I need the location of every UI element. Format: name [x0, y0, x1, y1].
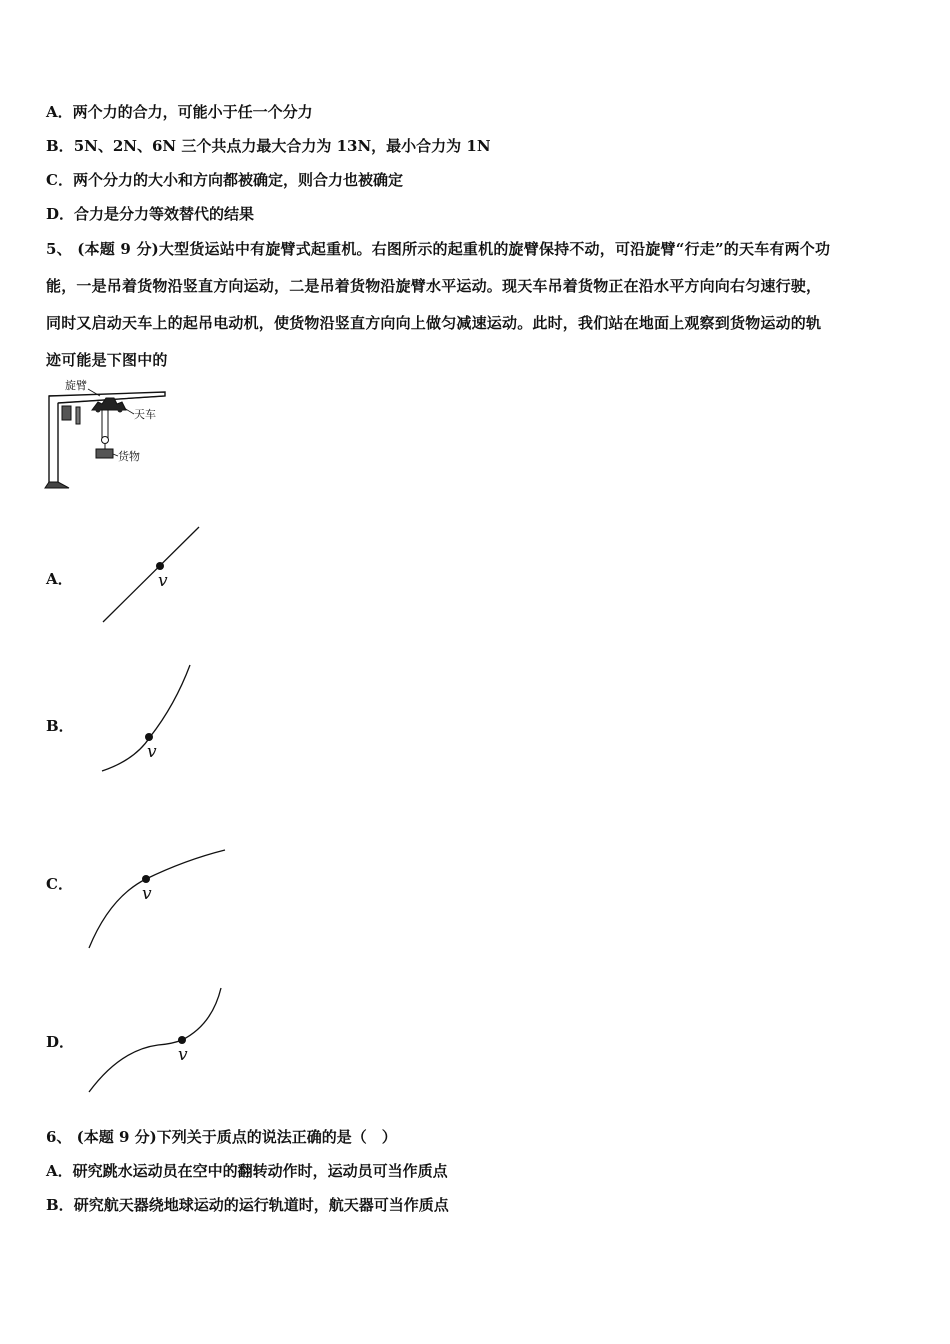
trajectory-b-velocity: v	[147, 742, 157, 762]
q4-option-a	[46, 102, 313, 122]
trajectory-a-velocity: v	[158, 571, 168, 591]
trajectory-d-curve	[89, 988, 221, 1092]
trolley-wheel-left	[96, 408, 101, 413]
crane-figure	[40, 374, 180, 492]
q4-option-b-text: 5N、2N、6N 三个共点力最大合力为 13N，最小合力为 1N	[73, 137, 491, 155]
trolley-label: 天车	[134, 408, 156, 421]
q4-option-d	[46, 204, 254, 224]
q4-option-c	[46, 170, 403, 190]
q6-option-a	[46, 1161, 448, 1181]
counterweight-hook	[76, 407, 80, 424]
q4-option-a-label: A．	[46, 103, 73, 121]
counterweight	[62, 406, 71, 420]
trajectory-a	[95, 520, 210, 630]
q5-option-d-label: D．	[46, 1033, 75, 1051]
q5-option-b-label: B．	[46, 717, 74, 735]
trajectory-c-velocity: v	[142, 884, 152, 904]
q4-option-c-text: 两个分力的大小和方向都被确定，则合力也被确定	[72, 171, 403, 189]
q6-option-b	[46, 1195, 449, 1215]
trajectory-d	[80, 980, 235, 1100]
q5-option-c-label: C．	[46, 875, 73, 893]
q6-stem: 6、 (本题 9 分)下列关于质点的说法正确的是（ ）	[46, 1128, 397, 1146]
q6-option-b-label: B．	[46, 1196, 74, 1214]
cargo-label: 货物	[118, 450, 140, 463]
q6-option-b-text: 研究航天器绕地球运动的运行轨道时，航天器可当作质点	[73, 1196, 449, 1214]
trajectory-a-line	[103, 527, 199, 622]
trajectory-c-point	[142, 875, 150, 883]
crane-column	[49, 396, 58, 484]
pulley	[102, 437, 109, 444]
trajectory-b-point	[145, 733, 153, 741]
trajectory-d-point	[178, 1036, 186, 1044]
cargo-box	[96, 449, 113, 458]
q4-option-b-label: B．	[46, 137, 74, 155]
q4-option-b	[46, 136, 491, 156]
trolley-label-leader	[124, 408, 134, 414]
trajectory-d-velocity: v	[178, 1045, 188, 1065]
trajectory-b	[95, 660, 210, 780]
q6-option-a-text: 研究跳水运动员在空中的翻转动作时，运动员可当作质点	[72, 1162, 448, 1180]
trajectory-c	[80, 842, 235, 957]
q4-option-c-label: C．	[46, 171, 73, 189]
trajectory-a-point	[156, 562, 164, 570]
trolley-wheel-right	[118, 408, 123, 413]
q5-stem-line-3: 同时又启动天车上的起吊电动机，使货物沿竖直方向向上做匀减速运动。此时，我们站在地面上观察到货物运动的轨	[46, 314, 822, 332]
q4-option-a-text: 两个力的合力，可能小于任一个分力	[72, 103, 313, 121]
q6-option-a-label: A．	[46, 1162, 73, 1180]
q5-option-a-label: A．	[46, 570, 73, 588]
trajectory-b-curve	[102, 665, 190, 771]
trajectory-c-curve	[89, 850, 225, 948]
q4-option-d-label: D．	[46, 205, 75, 223]
q5-stem-line-1: 5、 (本题 9 分)大型货运站中有旋臂式起重机。右图所示的起重机的旋臂保持不动，可沿旋臂“行走”的天车有两个功	[46, 240, 831, 258]
crane-base	[45, 482, 69, 488]
arm-label: 旋臂	[65, 379, 87, 392]
q5-stem-line-4: 迹可能是下图中的	[46, 351, 168, 369]
q4-option-d-text: 合力是分力等效替代的结果	[74, 205, 255, 223]
q5-stem-line-2: 能，一是吊着货物沿竖直方向运动，二是吊着货物沿旋臂水平运动。现天车吊着货物正在沿水平方向向右匀速行驶，	[46, 277, 822, 295]
